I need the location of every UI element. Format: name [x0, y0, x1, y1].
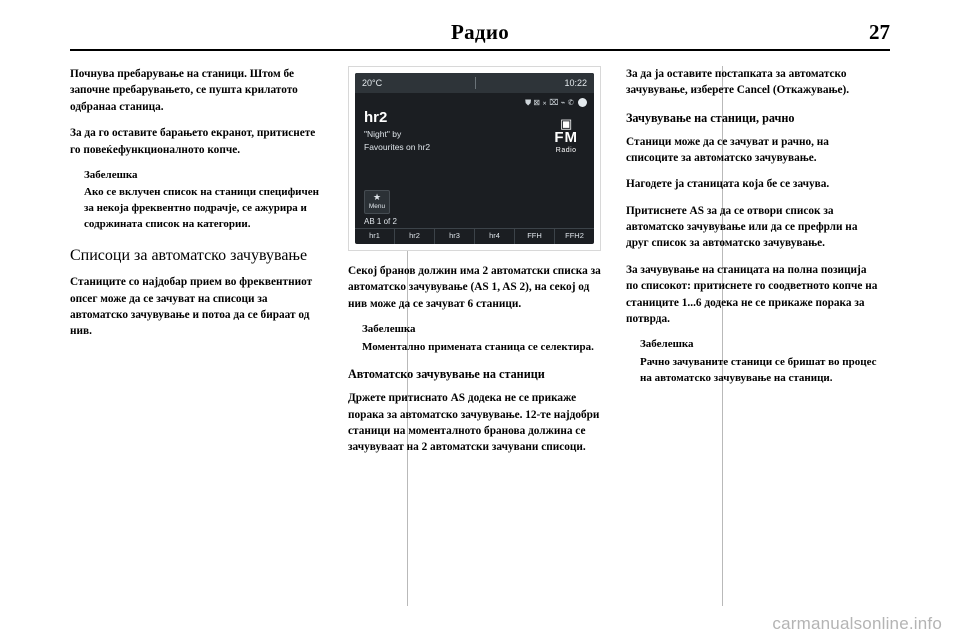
preset-button[interactable]: FFH	[515, 229, 555, 244]
paragraph: Држете притиснато AS додека не се прикаже порака за автоматско зачувување. 12-те најдобри станици на моменталното бранова должина се зачувуваат на 2 автоматски зачувани списоци.	[348, 392, 600, 454]
status-icons: ⛊ ⊠ ⨯ ⌧ ⌁ ✆	[525, 98, 574, 107]
note-block	[640, 337, 879, 386]
page-columns	[70, 66, 890, 606]
track-title: "Night" by	[364, 129, 402, 139]
star-icon: ★	[372, 192, 382, 202]
paragraph: Нагодете ја станицата која бе се зачува.	[626, 178, 830, 191]
subsection-heading: Зачувување на станици, рачно	[626, 110, 795, 125]
page-header	[70, 20, 890, 60]
band-sublabel: Radio	[555, 146, 577, 154]
favourites-line: Favourites on hr2	[364, 142, 431, 152]
display-status-bar	[355, 73, 594, 93]
autostore-list-label: AB 1 of 2	[364, 216, 397, 226]
note-body: Ако се вклучен список на станици специфичен за некоја фреквентно подрачје, се ажурира и содржината список на категории.	[84, 186, 319, 230]
radio-screenshot	[348, 66, 601, 251]
preset-button[interactable]: hr2	[395, 229, 435, 244]
preset-button[interactable]: hr1	[355, 229, 395, 244]
settings-dot-icon	[578, 98, 587, 107]
outside-temperature: 20°C	[362, 77, 383, 88]
preset-bar	[355, 228, 594, 244]
note-body: Моментално примената станица се селектира.	[362, 340, 594, 353]
paragraph: Станици може да се зачуват и рачно, на списоците за автоматско зачувување.	[626, 135, 829, 164]
radio-waves-icon: ▣	[560, 116, 573, 131]
status-separator	[475, 77, 476, 89]
note-title: Забелешка	[84, 168, 138, 181]
paragraph: Почнува пребарување на станици. Штом бе започне пребарувањето, се пушта крилатото одбранаа станица.	[70, 68, 298, 113]
page-number: 27	[869, 20, 890, 44]
page-title: Радио	[450, 20, 510, 44]
note-body: Рачно зачуваните станици се бришат во процес на автоматско зачувување на станици.	[640, 355, 877, 384]
preset-button[interactable]: hr4	[475, 229, 515, 244]
paragraph: Станиците со најдобар прием во фреквентниот опсег може да се зачуват на списоци за автоматско зачувување и потоа да се бираат од нив.	[70, 276, 313, 338]
note-title: Забелешка	[640, 338, 694, 351]
right-column	[626, 66, 879, 606]
preset-button[interactable]: FFH2	[565, 231, 584, 241]
watermark: carmanualsonline.info	[772, 614, 942, 633]
paragraph: Секој бранов должин има 2 автоматски списка за автоматско зачувување (AS 1, AS 2), на секој од нив може да се зачуват 6 станици.	[348, 265, 601, 310]
menu-button-label: Menu	[368, 203, 386, 210]
middle-column	[348, 66, 601, 606]
status-icon-row	[525, 97, 587, 108]
note-block	[362, 322, 601, 355]
left-column	[70, 66, 323, 606]
band-label: FM	[554, 129, 578, 146]
subsection-heading: Автоматско зачувување на станици	[348, 367, 545, 382]
station-name: hr2	[364, 109, 388, 126]
menu-button[interactable]	[364, 190, 390, 214]
section-heading: Списоци за автоматско зачувување	[70, 247, 308, 265]
paragraph: За да го оставите барањето екранот, притиснете го повеќефункционалното копче.	[70, 127, 316, 156]
clock: 10:22	[564, 77, 587, 88]
preset-button[interactable]: hr3	[435, 229, 475, 244]
band-indicator	[554, 117, 578, 156]
radio-display	[355, 73, 594, 244]
note-title: Забелешка	[362, 323, 416, 336]
paragraph: За зачувување на станицата на полна позиција по списокот: притиснете го соодветното копче на станиците 1...6 додека не се прикаже порака за потврда.	[626, 263, 878, 325]
note-block	[84, 168, 323, 232]
paragraph: За да ја оставите постапката за автоматско зачувување, изберете Cancel (Откажување).	[626, 68, 850, 97]
paragraph: Притиснете AS за да се отвори список за автоматско зачувување или да се префрли на друг список за автоматско зачувување.	[626, 204, 858, 250]
